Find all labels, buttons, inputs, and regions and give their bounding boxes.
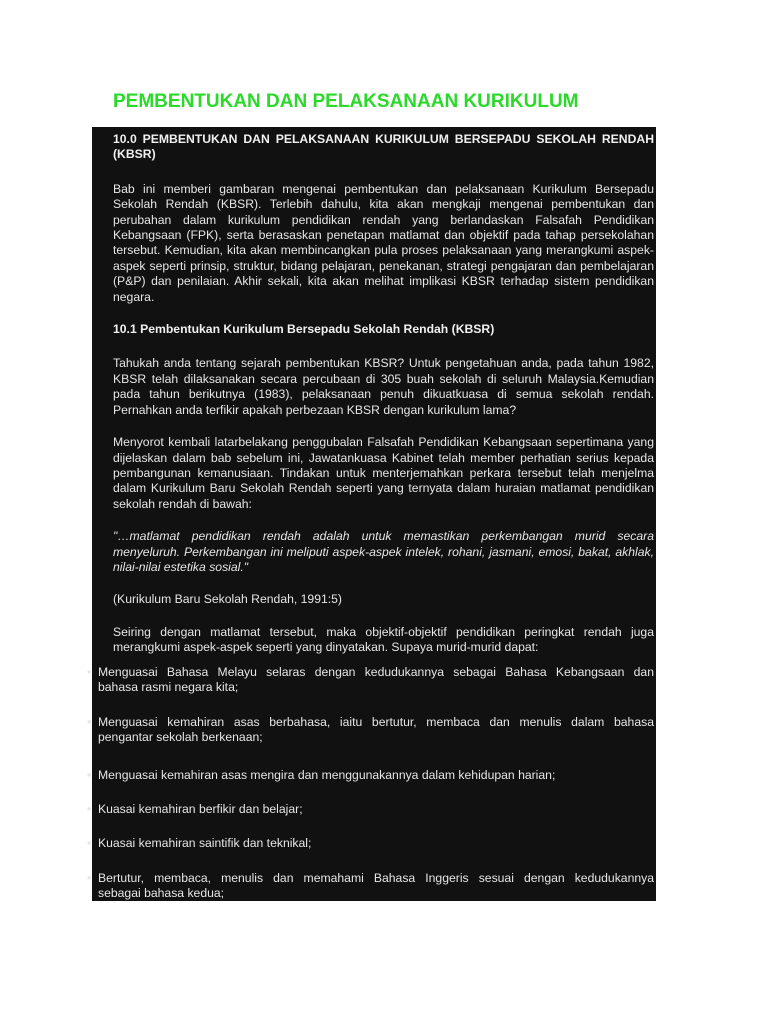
list-item-text — [98, 715, 654, 746]
list-item-line: Bertutur, membaca, menulis dan memahami Bahasa Inggeris sesuai dengan kedudukannya — [98, 870, 654, 885]
citation: (Kurikulum Baru Sekolah Rendah, 1991:5) — [113, 592, 342, 607]
list-item-text — [98, 871, 654, 902]
list-item — [87, 715, 654, 746]
list-item — [87, 768, 654, 783]
list-item-text — [98, 836, 654, 851]
list-item-line: Menguasai Bahasa Melayu selaras dengan kedudukannya sebagai Bahasa Kebangsaan dan — [98, 665, 654, 679]
section-heading-10-1: 10.1 Pembentukan Kurikulum Bersepadu Sekolah Rendah (KBSR) — [113, 322, 495, 337]
bullet-icon: • — [87, 714, 92, 729]
background-paragraph: Menyorot kembali latarbelakang penggubalan Falsafah Pendidikan Kebangsaan sepertimana yang dijelaskan dalam bab sebelum ini, Jawatankuasa Kabinet telah member perhatian serius kepada pembangunan kemanusiaan. Tindakan untuk menterjemahkan perkara tersebut telah menjelma dalam Kurikulum Baru Sekolah Rendah seperti yang ternyata dalam huraian matlamat pendidikan sekolah rendah di bawah: — [113, 435, 654, 511]
bullet-icon: • — [87, 836, 92, 851]
section-heading-10-0: 10.0 PEMBENTUKAN DAN PELAKSANAAN KURIKULUM BERSEPADU SEKOLAH RENDAH (KBSR) — [113, 132, 654, 162]
intro-paragraph: Bab ini memberi gambaran mengenai pembentukan dan pelaksanaan Kurikulum Bersepadu Sekolah Rendah (KBSR). Terlebih dahulu, kita akan mengkaji mengenai pembentukan dan perubahan dalam kurikulum pendidikan rendah yang berlandaskan Falsafah Pendidikan Kebangsaan (FPK), serta berasaskan penetapan matlamat dan objektif pada tahap persekolahan tersebut. Kemudian, kita akan membincangkan pula proses pelaksanaan yang merangkumi aspek-aspek seperti prinsip, struktur, bidang pelajaran, penekanan, strategi pengajaran dan pembelajaran (P&P) dan penilaian. Akhir sekali, kita akan melihat implikasi KBSR terhadap sistem pendidikan negara. — [113, 181, 654, 304]
bullet-icon: • — [87, 767, 92, 782]
list-item — [87, 665, 654, 696]
list-item-text — [98, 665, 654, 696]
list-item-line: Kuasai kemahiran saintifik dan teknikal; — [98, 836, 312, 851]
bullet-icon: • — [87, 665, 92, 679]
list-item-line: pengantar sekolah berkenaan; — [98, 730, 263, 745]
quote-paragraph: "…matlamat pendidikan rendah adalah untuk memastikan perkembangan murid secara menyeluruh. Perkembangan ini meliputi aspek-aspek intelek, rohani, jasmani, emosi, bakat, akhlak, nilai-nilai estetika sosial." — [113, 529, 654, 574]
list-item — [87, 836, 654, 851]
document-body — [113, 132, 654, 673]
list-item-line: Kuasai kemahiran berfikir dan belajar; — [98, 802, 303, 817]
list-item — [87, 802, 654, 817]
list-item-line: Menguasai kemahiran asas berbahasa, iaitu bertutur, membaca dan menulis dalam bahasa — [98, 714, 654, 729]
list-item-line: sebagai bahasa kedua; — [98, 886, 225, 901]
page-title: PEMBENTUKAN DAN PELAKSANAAN KURIKULUM — [113, 91, 579, 112]
list-item-line: Menguasai kemahiran asas mengira dan menggunakannya dalam kehidupan harian; — [98, 767, 556, 782]
list-item-text — [98, 802, 654, 817]
list-item — [87, 871, 654, 902]
history-paragraph: Tahukah anda tentang sejarah pembentukan KBSR? Untuk pengetahuan anda, pada tahun 1982, KBSR telah dilaksanakan secara percubaan di 305 buah sekolah di seluruh Malaysia.Kemudian pada tahun berikutnya (1983), pelaksanaan penuh dikuatkuasa di semua sekolah rendah. Pernahkan anda terfikir apakah perbezaan KBSR dengan kurikulum lama? — [113, 356, 654, 417]
bullet-icon: • — [87, 802, 92, 817]
objectives-intro-paragraph: Seiring dengan matlamat tersebut, maka objektif-objektif pendidikan peringkat rendah juga merangkumi aspek-aspek seperti yang dinyatakan. Supaya murid-murid dapat: — [113, 624, 654, 655]
list-item-text — [98, 768, 654, 783]
list-item-line: bahasa rasmi negara kita; — [98, 680, 239, 695]
objectives-list — [87, 665, 654, 902]
bullet-icon: • — [87, 870, 92, 885]
